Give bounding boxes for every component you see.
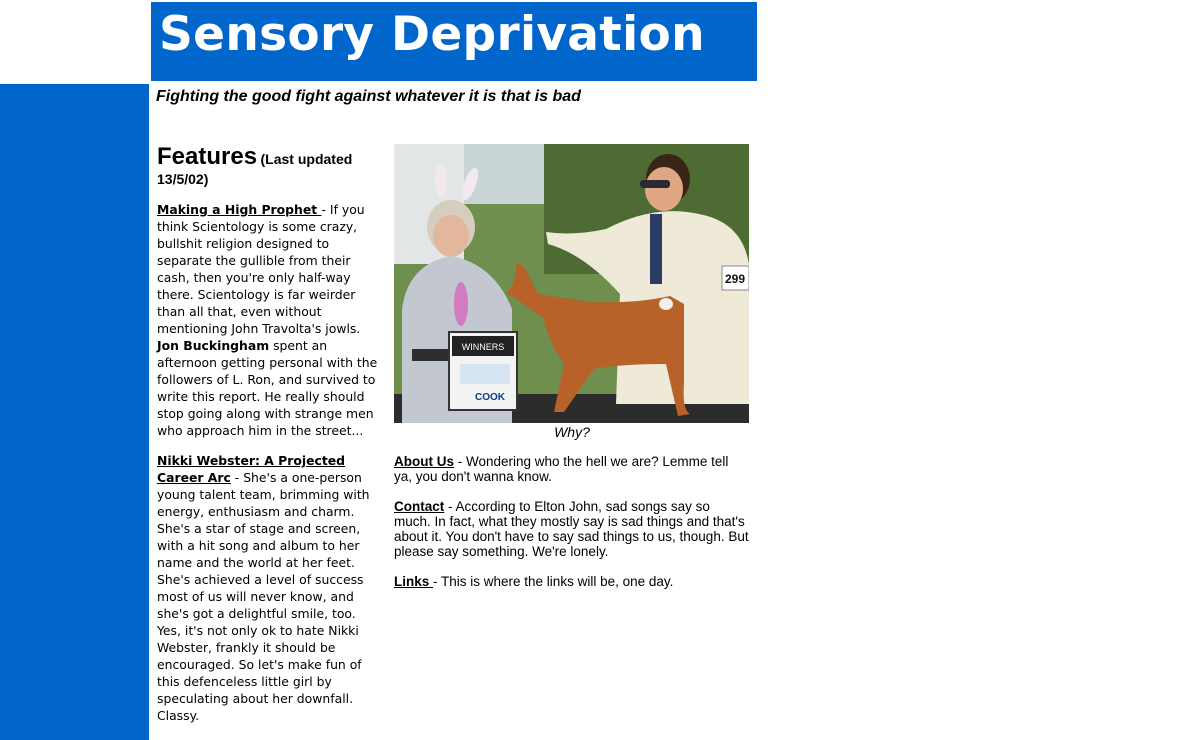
placard-text: COOK [475,392,505,403]
bunny-ear-icon [435,164,447,198]
bib-number: 299 [724,272,746,286]
section-links [394,574,750,589]
feature-text: - If you think Scientology is some crazy, bullshit religion designed to separate the gullible from their cash, then you're only half-way there. Scientology is far weirder than all that, even without mentioning John Travolta's jowls. [157,202,365,336]
section-about [394,454,750,484]
man-tie [650,214,662,284]
sunglasses-icon [640,180,670,188]
contact-link[interactable]: Contact [394,499,445,514]
left-sidebar-bar [0,84,149,740]
header-banner [151,2,757,81]
contact-text: - According to Elton John, sad songs say so much. In fact, what they mostly say is sad things and that's about it. You don't have to say sad things to us, though. But please say something. We're lonely. [394,499,749,559]
rosette-icon [454,282,468,326]
dog-show-photo [394,144,749,423]
about-us-link[interactable]: About Us [394,454,454,469]
site-tagline: Fighting the good fight against whatever it is that is bad [156,88,581,105]
photo-caption: Why? [554,424,590,440]
man-face [645,167,683,211]
feature-item [157,201,382,439]
feature-text: spent an afternoon getting personal with the followers of L. Ron, and survived to write this report. He really should stop going along with strange men who approach him in the street... [157,338,378,438]
dog-tail [659,298,673,310]
features-column [157,143,382,737]
woman-face [433,215,469,257]
about-text: - Wondering who the hell we are? Lemme tell ya, you don't wanna know. [394,454,729,484]
winners-sign-text: WINNERS [461,342,505,352]
links-link[interactable]: Links [394,574,434,589]
feature-text: - She's a one-person young talent team, brimming with energy, enthusiasm and charm. She's a star of stage and screen, with a hit song and album to her name and the world at her feet. She's achieved a level of success most of us will never know, and she's got a delightful smile, too. Yes, it's not only ok to hate Nikki Webster, frankly it should be encouraged. So let's make fun of this defenceless little girl by speculating about her downfall. Classy. [157,470,370,723]
show-placard [460,364,510,384]
feature-link-nikki-webster[interactable]: Nikki Webster: A Projected Career Arc [157,453,346,485]
features-heading [157,143,382,189]
right-column [394,144,750,604]
features-title: Features [157,143,258,170]
site-title: Sensory Deprivation [159,7,705,62]
feature-author: Jon Buckingham [157,338,270,353]
links-text: - This is where the links will be, one day. [433,574,674,589]
section-contact [394,499,750,559]
feature-link-high-prophet[interactable]: Making a High Prophet [157,202,322,217]
feature-item [157,452,382,724]
last-updated: (Last updated 13/5/02) [157,151,353,187]
